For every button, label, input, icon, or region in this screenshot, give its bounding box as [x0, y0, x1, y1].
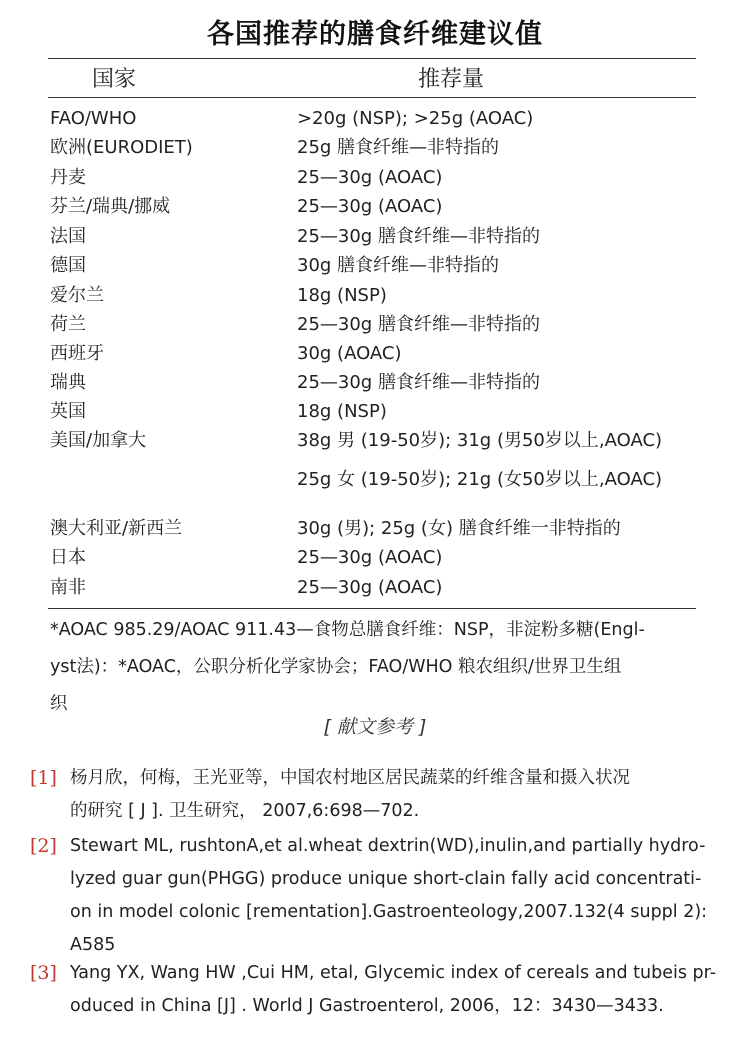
references-heading: [ 献文参考 ] [323, 716, 427, 738]
value-cell: 25—30g (AOAC) [297, 167, 443, 188]
header-country: 国家 [92, 67, 137, 92]
table-row [0, 397, 750, 426]
value-cell: 18g (NSP) [297, 401, 387, 422]
reference-line: A585 [70, 935, 116, 955]
country-cell: 荷兰 [50, 314, 86, 335]
value-cell: >20g (NSP); >25g (AOAC) [297, 108, 534, 129]
table-header-rule [48, 97, 696, 98]
value-cell: 38g 男 (19-50岁); 31g (男50岁以上,AOAC) [297, 430, 663, 451]
value-cell: 25—30g 膳食纤维—非特指的 [297, 226, 540, 247]
country-cell: 日本 [50, 547, 86, 568]
country-cell: 欧洲(EURODIET) [50, 137, 193, 158]
value-cell: 25g 膳食纤维—非特指的 [297, 137, 500, 158]
table-row [0, 310, 750, 339]
country-cell: 美国/加拿大 [50, 430, 147, 451]
table-row [0, 426, 750, 455]
page-title: 各国推荐的膳食纤维建议值 [207, 19, 543, 50]
reference-line: 杨月欣，何梅，王光亚等，中国农村地区居民蔬菜的纤维含量和摄入状况 [70, 768, 630, 788]
table-row [0, 133, 750, 162]
country-cell: 芬兰/瑞典/挪威 [50, 196, 171, 217]
value-cell-second-line: 25g 女 (19-50岁); 21g (女50岁以上,AOAC) [297, 469, 663, 490]
table-row [0, 163, 750, 192]
country-cell: 法国 [50, 226, 86, 247]
table-bottom-rule [48, 608, 696, 609]
value-cell: 25—30g (AOAC) [297, 196, 443, 217]
reference-number: [1] [30, 767, 57, 789]
footnote-line: yst法)：*AOAC，公职分析化学家协会；FAO/WHO 粮农组织/世界卫生组 [50, 657, 622, 677]
table-row [0, 281, 750, 310]
country-cell: 英国 [50, 401, 86, 422]
table-row [0, 251, 750, 280]
table-row [0, 573, 750, 602]
header-recommended: 推荐量 [418, 67, 485, 92]
reference-number: [3] [30, 962, 57, 984]
table-row [0, 222, 750, 251]
table-row [0, 514, 750, 543]
reference-line: oduced in China [J] . World J Gastroenterol, 2006，12：3430—3433. [70, 996, 664, 1016]
value-cell: 25—30g 膳食纤维—非特指的 [297, 372, 540, 393]
reference-number: [2] [30, 835, 57, 857]
value-cell: 30g (男); 25g (女) 膳食纤维一非特指的 [297, 518, 621, 539]
country-cell: FAO/WHO [50, 108, 137, 129]
reference-line: lyzed guar gun(PHGG) produce unique short-clain fally acid concentrati- [70, 869, 702, 889]
table-row-continued [0, 465, 750, 494]
value-cell: 30g 膳食纤维—非特指的 [297, 255, 500, 276]
reference-line: Yang YX, Wang HW ,Cui HM, etal, Glycemic index of cereals and tubeis pr- [70, 963, 717, 983]
country-cell: 西班牙 [50, 343, 104, 364]
table-row [0, 339, 750, 368]
table-row [0, 543, 750, 572]
table-row [0, 104, 750, 133]
table-row [0, 368, 750, 397]
country-cell: 澳大利亚/新西兰 [50, 518, 183, 539]
value-cell: 25—30g 膳食纤维—非特指的 [297, 314, 540, 335]
table-top-rule [48, 58, 696, 59]
reference-line: on in model colonic [rementation].Gastroenteology,2007.132(4 suppl 2): [70, 902, 708, 922]
country-cell: 丹麦 [50, 167, 86, 188]
reference-line: 的研究 [ J ]. 卫生研究， 2007,6:698—702. [70, 801, 420, 821]
country-cell: 南非 [50, 577, 86, 598]
footnote-line: *AOAC 985.29/AOAC 911.43—食物总膳食纤维：NSP，非淀粉多糖(Engl- [50, 620, 645, 640]
value-cell: 18g (NSP) [297, 285, 387, 306]
country-cell: 瑞典 [50, 372, 86, 393]
reference-line: Stewart ML, rushtonA,et al.wheat dextrin(WD),inulin,and partially hydro- [70, 836, 706, 856]
value-cell: 25—30g (AOAC) [297, 577, 443, 598]
table-footnote [50, 612, 710, 723]
value-cell: 25—30g (AOAC) [297, 547, 443, 568]
footnote-line: 织 [50, 694, 68, 714]
table-row [0, 192, 750, 221]
value-cell: 30g (AOAC) [297, 343, 402, 364]
country-cell: 德国 [50, 255, 86, 276]
country-cell: 爱尔兰 [50, 285, 104, 306]
